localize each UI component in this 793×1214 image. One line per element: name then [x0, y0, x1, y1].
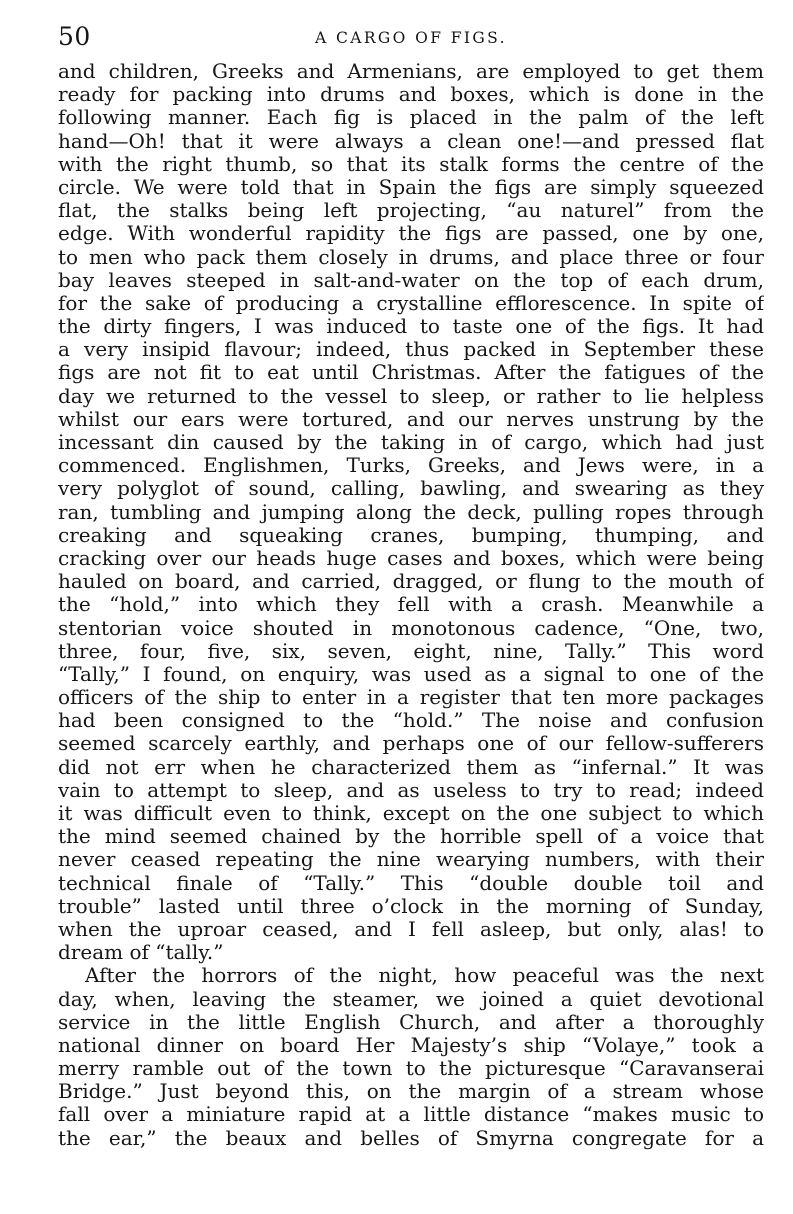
text-line: did not err when he characterized them as “infernal.” It was: [58, 755, 764, 779]
text-line: national dinner on board Her Majesty’s ship “Volaye,” took a: [58, 1033, 764, 1057]
text-line: very polyglot of sound, calling, bawling, and swearing as they: [58, 477, 764, 501]
text-line: seemed scarcely earthly, and perhaps one of our fellow-sufferers: [58, 732, 764, 756]
text-line: bay leaves steeped in salt-and-water on the top of each drum,: [58, 268, 764, 292]
text-line: creaking and squeaking cranes, bumping, thumping, and: [58, 523, 764, 547]
text-line: officers of the ship to enter in a register that ten more packages: [58, 686, 764, 710]
text-line: technical finale of “Tally.” This “double double toil and: [58, 871, 764, 895]
text-line: ready for packing into drums and boxes, which is done in the: [58, 83, 764, 107]
text-line: cracking over our heads huge cases and boxes, which were being: [58, 546, 764, 570]
text-line-indented: After the horrors of the night, how peaceful was the next: [85, 964, 764, 988]
text-line: hand—Oh! that it were always a clean one!—and pressed flat: [58, 129, 764, 153]
text-line: hauled on board, and carried, dragged, or flung to the mouth of: [58, 570, 764, 594]
text-line: stentorian voice shouted in monotonous cadence, “One, two,: [58, 616, 764, 640]
text-line: the ear,” the beaux and belles of Smyrna congregate for a: [58, 1126, 764, 1150]
book-page: [58, 22, 764, 1202]
text-line: merry ramble out of the town to the picturesque “Caravanserai: [58, 1057, 764, 1081]
text-line: three, four, five, six, seven, eight, nine, Tally.” This word: [58, 639, 764, 663]
text-line: whilst our ears were tortured, and our nerves unstrung by the: [58, 407, 764, 431]
text-line: fall over a miniature rapid at a little distance “makes music to: [58, 1103, 764, 1127]
text-line: when the uproar ceased, and I fell asleep, but only, alas! to: [58, 917, 764, 941]
text-line: ran, tumbling and jumping along the deck, pulling ropes through: [58, 500, 764, 524]
paragraph-2: [58, 964, 764, 1150]
text-line: never ceased repeating the nine wearying numbers, with their: [58, 848, 764, 872]
text-line: and children, Greeks and Armenians, are employed to get them: [58, 60, 764, 83]
text-line: service in the little English Church, and after a thoroughly: [58, 1010, 764, 1034]
text-line: with the right thumb, so that its stalk forms the centre of the: [58, 152, 764, 176]
paragraph-1: [58, 60, 764, 964]
body-text: [58, 60, 764, 1150]
text-line: figs are not fit to eat until Christmas. After the fatigues of the: [58, 361, 764, 385]
text-line: to men who pack them closely in drums, and place three or four: [58, 245, 764, 269]
text-line: day, when, leaving the steamer, we joined a quiet devotional: [58, 987, 764, 1011]
text-line: the “hold,” into which they fell with a crash. Meanwhile a: [58, 593, 764, 617]
running-head: [58, 22, 764, 58]
text-line: edge. With wonderful rapidity the figs are passed, one by one,: [58, 222, 764, 246]
text-line: for the sake of producing a crystalline efflorescence. In spite of: [58, 291, 764, 315]
text-line: vain to attempt to sleep, and as useless to try to read; indeed: [58, 778, 764, 802]
text-line: circle. We were told that in Spain the figs are simply squeezed: [58, 175, 764, 199]
text-line: flat, the stalks being left projecting, “au naturel” from the: [58, 199, 764, 223]
text-line: “Tally,” I found, on enquiry, was used as a signal to one of the: [58, 662, 764, 686]
page-number: 50: [58, 22, 91, 51]
text-line-paragraph-end: dream of “tally.”: [58, 941, 224, 965]
text-line: the mind seemed chained by the horrible spell of a voice that: [58, 825, 764, 849]
text-line: trouble” lasted until three o’clock in the morning of Sunday,: [58, 894, 764, 918]
text-line: commenced. Englishmen, Turks, Greeks, and Jews were, in a: [58, 454, 764, 478]
text-line: incessant din caused by the taking in of cargo, which had just: [58, 431, 764, 454]
text-line: following manner. Each fig is placed in the palm of the left: [58, 106, 764, 130]
running-title: A CARGO OF FIGS.: [315, 29, 507, 47]
text-line: the dirty fingers, I was induced to taste one of the figs. It had: [58, 315, 764, 339]
text-line: had been consigned to the “hold.” The noise and confusion: [58, 709, 764, 733]
text-line: a very insipid flavour; indeed, thus packed in September these: [58, 338, 764, 362]
text-line: Bridge.” Just beyond this, on the margin of a stream whose: [58, 1080, 764, 1104]
text-line: it was difficult even to think, except on the one subject to which: [58, 802, 764, 825]
text-line: day we returned to the vessel to sleep, or rather to lie helpless: [58, 384, 764, 408]
